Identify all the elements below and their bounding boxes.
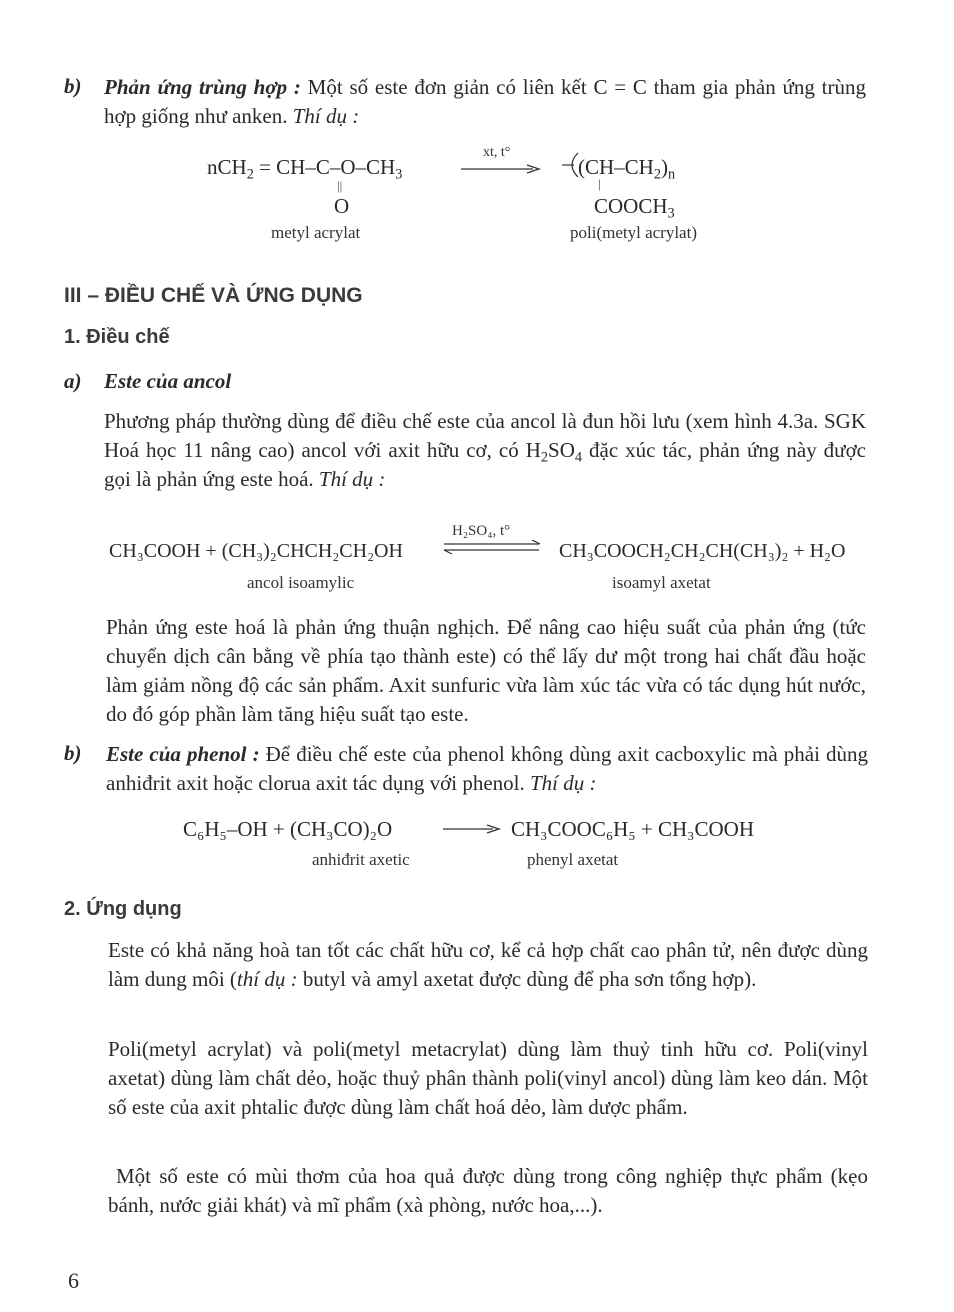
- rx1-open-paren: [562, 151, 582, 181]
- rx3-right-name: phenyl axetat: [527, 850, 619, 869]
- polymerization-text: Một số este đơn giản có liên kết C = C tham gia phản ứng trùng hợp giống như anken.: [104, 75, 866, 128]
- rx1-product-bond: |: [598, 176, 601, 191]
- item-marker-a: a): [64, 369, 82, 393]
- phenol-ester-paragraph: [106, 740, 868, 798]
- section-heading: III – ĐIỀU CHẾ VÀ ỨNG DỤNG: [64, 284, 363, 307]
- example-label: Thí dụ :: [318, 467, 386, 491]
- polymerization-paragraph: [104, 73, 866, 131]
- alcohol-ester-label: Este của ancol: [104, 369, 232, 393]
- polymerization-label: Phản ứng trùng hợp :: [104, 75, 301, 99]
- applications-paragraph-3: Một số este có mùi thơm của hoa quả được dùng trong công nghiệp thực phẩm (kẹo bánh, nước giải khát) và mĩ phẩm (xà phòng, nước hoa,...).: [108, 1164, 868, 1217]
- page-number: 6: [68, 1268, 79, 1293]
- applications-paragraph-2: Poli(metyl acrylat) và poli(metyl metacrylat) dùng làm thuỷ tinh hữu cơ. Poli(vinyl axetat) dùng làm chất dẻo, hoặc thuỷ phân thành poli(vinyl ancol) dùng làm keo dán. Một số este của axit phtalic được dùng làm chất hoá dẻo, làm dược phẩm.: [108, 1037, 868, 1119]
- rx2-equilibrium-arrow: [442, 540, 542, 556]
- rx2-condition: H₂SO₄, t°: [452, 523, 511, 539]
- phenol-ester-text: Để điều chế este của phenol không dùng axit cacboxylic mà phải dùng anhiđrit axit hoặc clorua axit tác dụng với phenol.: [106, 742, 868, 795]
- rx1-product-group: $COOCH_3$: [594, 194, 675, 222]
- rx1-product: $(CH-CH_2)_n$: [566, 155, 675, 180]
- example-label: thí dụ :: [236, 967, 298, 991]
- rx2-right: CH₃COOCH₂CH₂CH(CH₃)₂ + H₂O: [559, 540, 846, 562]
- rx1-reactant-name: metyl acrylat: [271, 223, 361, 242]
- alcohol-ester-paragraph: Phương pháp thường dùng để điều chế este của ancol là đun hồi lưu (xem hình 4.3a. SGK Hoá học 11 nâng cao) ancol với axit hữu cơ, có $H_2SO_4$ đặc xúc tác, phản ứng này được gọi là phản ứng este hoá. Thí dụ :: [104, 409, 866, 491]
- applications-paragraph-1: Este có khả năng hoà tan tốt các chất hữu cơ, kể cả hợp chất cao phân tử, nên được dùng làm dung môi (thí dụ : butyl và amyl axetat được dùng để pha sơn tổng hợp).: [108, 938, 868, 991]
- rx3-left-name: anhiđrit axetic: [312, 850, 410, 869]
- rx2-right-name: isoamyl axetat: [612, 573, 711, 592]
- rx1-arrow: [461, 163, 541, 175]
- subsection-heading-preparation: 1. Điều chế: [64, 326, 170, 348]
- subsection-heading-applications: 2. Ứng dụng: [64, 898, 182, 920]
- phenol-ester-label: Este của phenol :: [106, 742, 260, 766]
- rx2-left-name: ancol isoamylic: [247, 573, 355, 592]
- example-label: Thí dụ :: [529, 771, 597, 795]
- item-marker-b: b): [64, 74, 82, 98]
- rx1-reactant: $nCH_2 = CH-C-O-CH_3$: [207, 155, 403, 183]
- rx3-left: C₆H₅–OH + (CH₃CO)₂O: [183, 817, 393, 841]
- equilibrium-paragraph: Phản ứng este hoá là phản ứng thuận nghịch. Để nâng cao hiệu suất của phản ứng (tức chuyển dịch cân bằng về phía tạo thành este) có thể lấy dư một trong hai chất đầu hoặc làm giảm nồng độ các sản phẩm. Axit sunfuric vừa làm xúc tác vừa có tác dụng hút nước, do đó góp phần làm tăng hiệu suất tạo este.: [106, 615, 866, 726]
- rx1-product-name: poli(metyl acrylat): [570, 223, 697, 242]
- rx2-left: CH₃COOH + (CH₃)₂CHCH₂CH₂OH: [109, 540, 403, 562]
- item-marker-b-phenol: b): [64, 741, 82, 765]
- example-label: Thí dụ :: [292, 104, 360, 128]
- rx1-condition: xt, t°: [483, 145, 511, 160]
- rx1-carbonyl-bond: ||: [337, 178, 343, 193]
- rx1-carbonyl-oxygen: O: [334, 194, 350, 218]
- rx3-arrow: [443, 823, 501, 835]
- rx3-right: CH₃COOC₆H₅ + CH₃COOH: [511, 817, 754, 841]
